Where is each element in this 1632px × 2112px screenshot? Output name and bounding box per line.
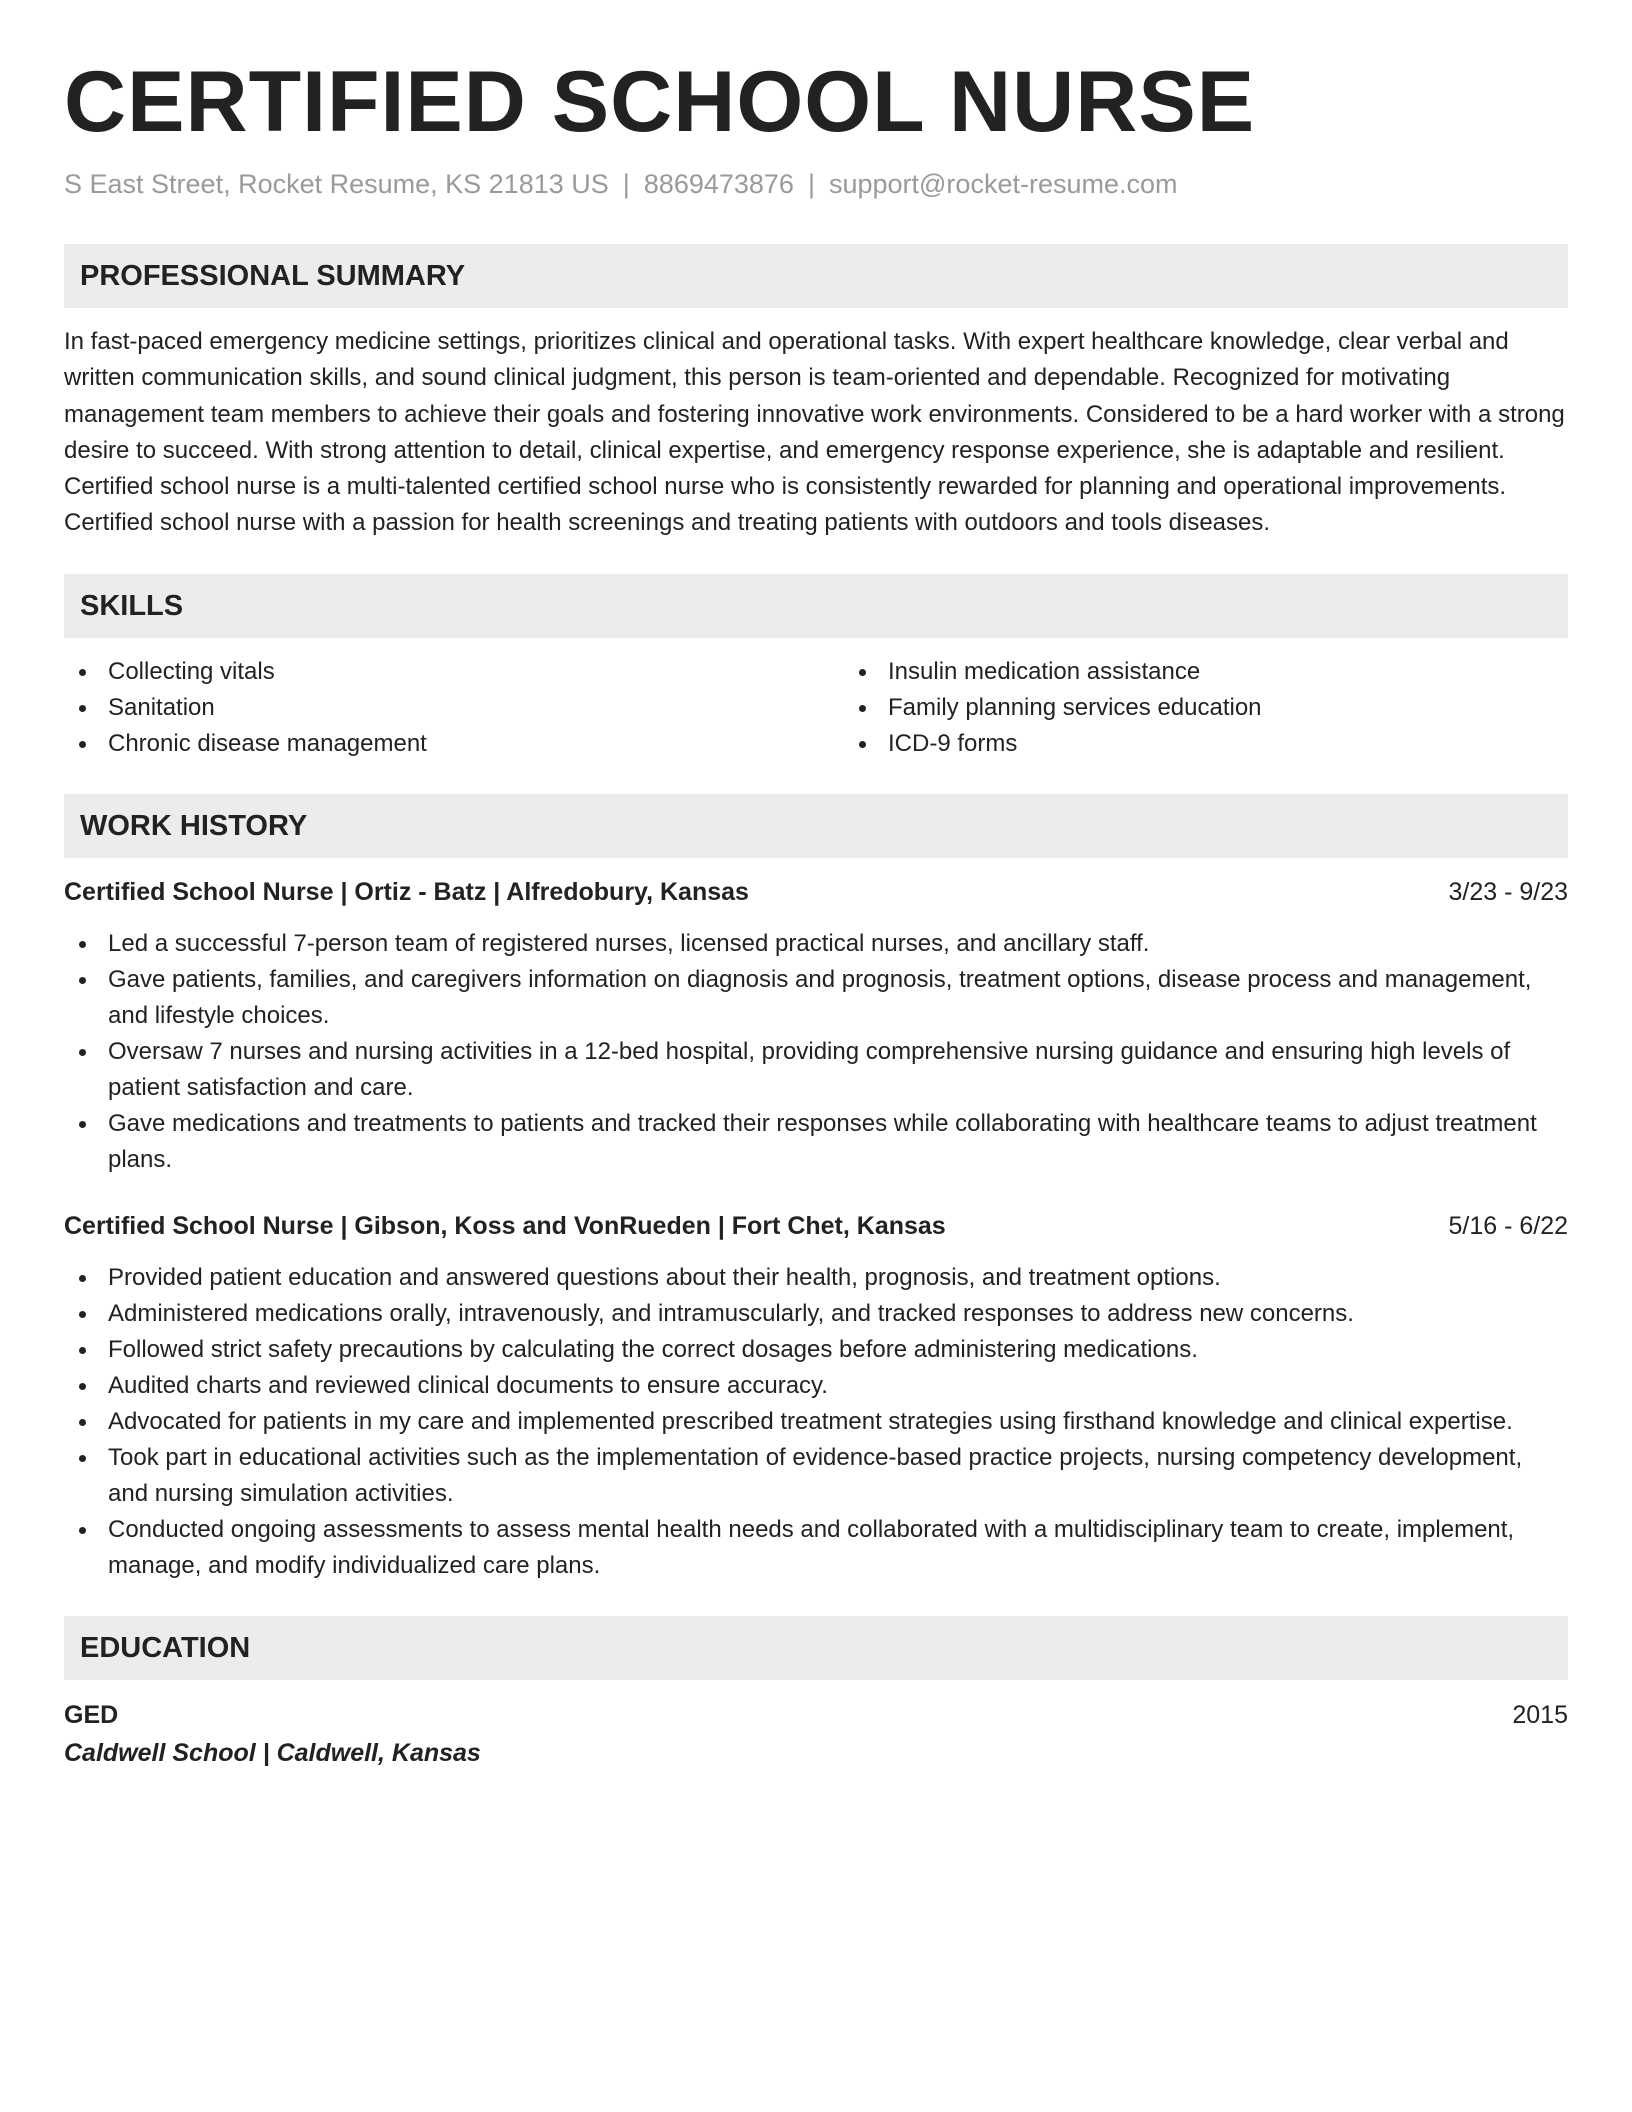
job-bullet: Oversaw 7 nurses and nursing activities in a 12-bed hospital, providing comprehensive nursing guidance and ensuring high levels of patient satisfaction and care. bbox=[64, 1034, 1568, 1106]
job-bullet: Followed strict safety precautions by calculating the correct dosages before administering medications. bbox=[64, 1332, 1568, 1368]
job-dates: 3/23 - 9/23 bbox=[1448, 877, 1568, 906]
job-bullet: Gave patients, families, and caregivers information on diagnosis and prognosis, treatment options, disease process and management, and lifestyle choices. bbox=[64, 962, 1568, 1034]
job-title: Certified School Nurse | Gibson, Koss and VonRueden | Fort Chet, Kansas bbox=[64, 1211, 946, 1240]
summary-text: In fast-paced emergency medicine settings, prioritizes clinical and operational tasks. With expert healthcare knowledge, clear verbal and written communication skills, and sound clinical judgment, this person is team-oriented and dependable. Recognized for motivating management team members to achieve their goals and fostering innovative work environments. Considered to be a hard worker with a strong desire to succeed. With strong attention to detail, clinical expertise, and emergency response experience, she is adaptable and resilient. Certified school nurse is a multi-talented certified school nurse who is consistently rewarded for planning and operational improvements. Certified school nurse with a passion for health screenings and treating patients with outdoors and tools diseases. bbox=[64, 328, 1565, 537]
job-title: Certified School Nurse | Ortiz - Batz | Alfredobury, Kansas bbox=[64, 877, 749, 906]
education-degree: GED bbox=[64, 1700, 119, 1729]
job-entry bbox=[64, 874, 1568, 1178]
skills-list bbox=[64, 654, 1568, 762]
section-header-summary: PROFESSIONAL SUMMARY bbox=[64, 244, 1568, 308]
job-bullet: Conducted ongoing assessments to assess mental health needs and collaborated with a multidisciplinary team to create, implement, manage, and modify individualized care plans. bbox=[64, 1512, 1568, 1584]
skills-column-left bbox=[64, 654, 796, 762]
job-bullets bbox=[64, 1260, 1568, 1584]
contact-line bbox=[64, 166, 1568, 202]
job-bullet: Audited charts and reviewed clinical documents to ensure accuracy. bbox=[64, 1368, 1568, 1404]
skill-item: Insulin medication assistance bbox=[844, 654, 1568, 690]
job-bullet: Gave medications and treatments to patients and tracked their responses while collaborating with healthcare teams to adjust treatment plans. bbox=[64, 1106, 1568, 1178]
contact-separator: | bbox=[622, 169, 630, 199]
section-header-education: EDUCATION bbox=[64, 1616, 1568, 1680]
candidate-name: CERTIFIED SCHOOL NURSE bbox=[64, 54, 1256, 150]
education-header bbox=[64, 1696, 1568, 1734]
section-header-work-history: WORK HISTORY bbox=[64, 794, 1568, 858]
education-school: Caldwell School | Caldwell, Kansas bbox=[64, 1738, 481, 1767]
job-bullet: Advocated for patients in my care and implemented prescribed treatment strategies using firsthand knowledge and clinical expertise. bbox=[64, 1404, 1568, 1440]
job-entry bbox=[64, 1208, 1568, 1584]
education-year: 2015 bbox=[1512, 1700, 1568, 1729]
contact-phone: 8869473876 bbox=[643, 169, 794, 199]
skill-item: Family planning services education bbox=[844, 690, 1568, 726]
skills-column-right bbox=[844, 654, 1568, 762]
skill-item: Chronic disease management bbox=[64, 726, 796, 762]
contact-email: support@rocket-resume.com bbox=[828, 169, 1178, 199]
job-bullet: Administered medications orally, intravenously, and intramuscularly, and tracked responses to address new concerns. bbox=[64, 1296, 1568, 1332]
job-header bbox=[64, 874, 1568, 910]
skill-item: Collecting vitals bbox=[64, 654, 796, 690]
skill-item: Sanitation bbox=[64, 690, 796, 726]
job-header bbox=[64, 1208, 1568, 1244]
education-entry bbox=[64, 1696, 1568, 1772]
job-bullet: Provided patient education and answered questions about their health, prognosis, and treatment options. bbox=[64, 1260, 1568, 1296]
job-bullet: Took part in educational activities such as the implementation of evidence-based practice projects, nursing competency development, and nursing simulation activities. bbox=[64, 1440, 1568, 1512]
job-bullets bbox=[64, 926, 1568, 1178]
section-header-skills: SKILLS bbox=[64, 574, 1568, 638]
contact-address: S East Street, Rocket Resume, KS 21813 US bbox=[64, 169, 609, 199]
job-bullet: Led a successful 7-person team of registered nurses, licensed practical nurses, and ancillary staff. bbox=[64, 926, 1568, 962]
skill-item: ICD-9 forms bbox=[844, 726, 1568, 762]
job-dates: 5/16 - 6/22 bbox=[1448, 1211, 1568, 1240]
contact-separator: | bbox=[807, 169, 815, 199]
